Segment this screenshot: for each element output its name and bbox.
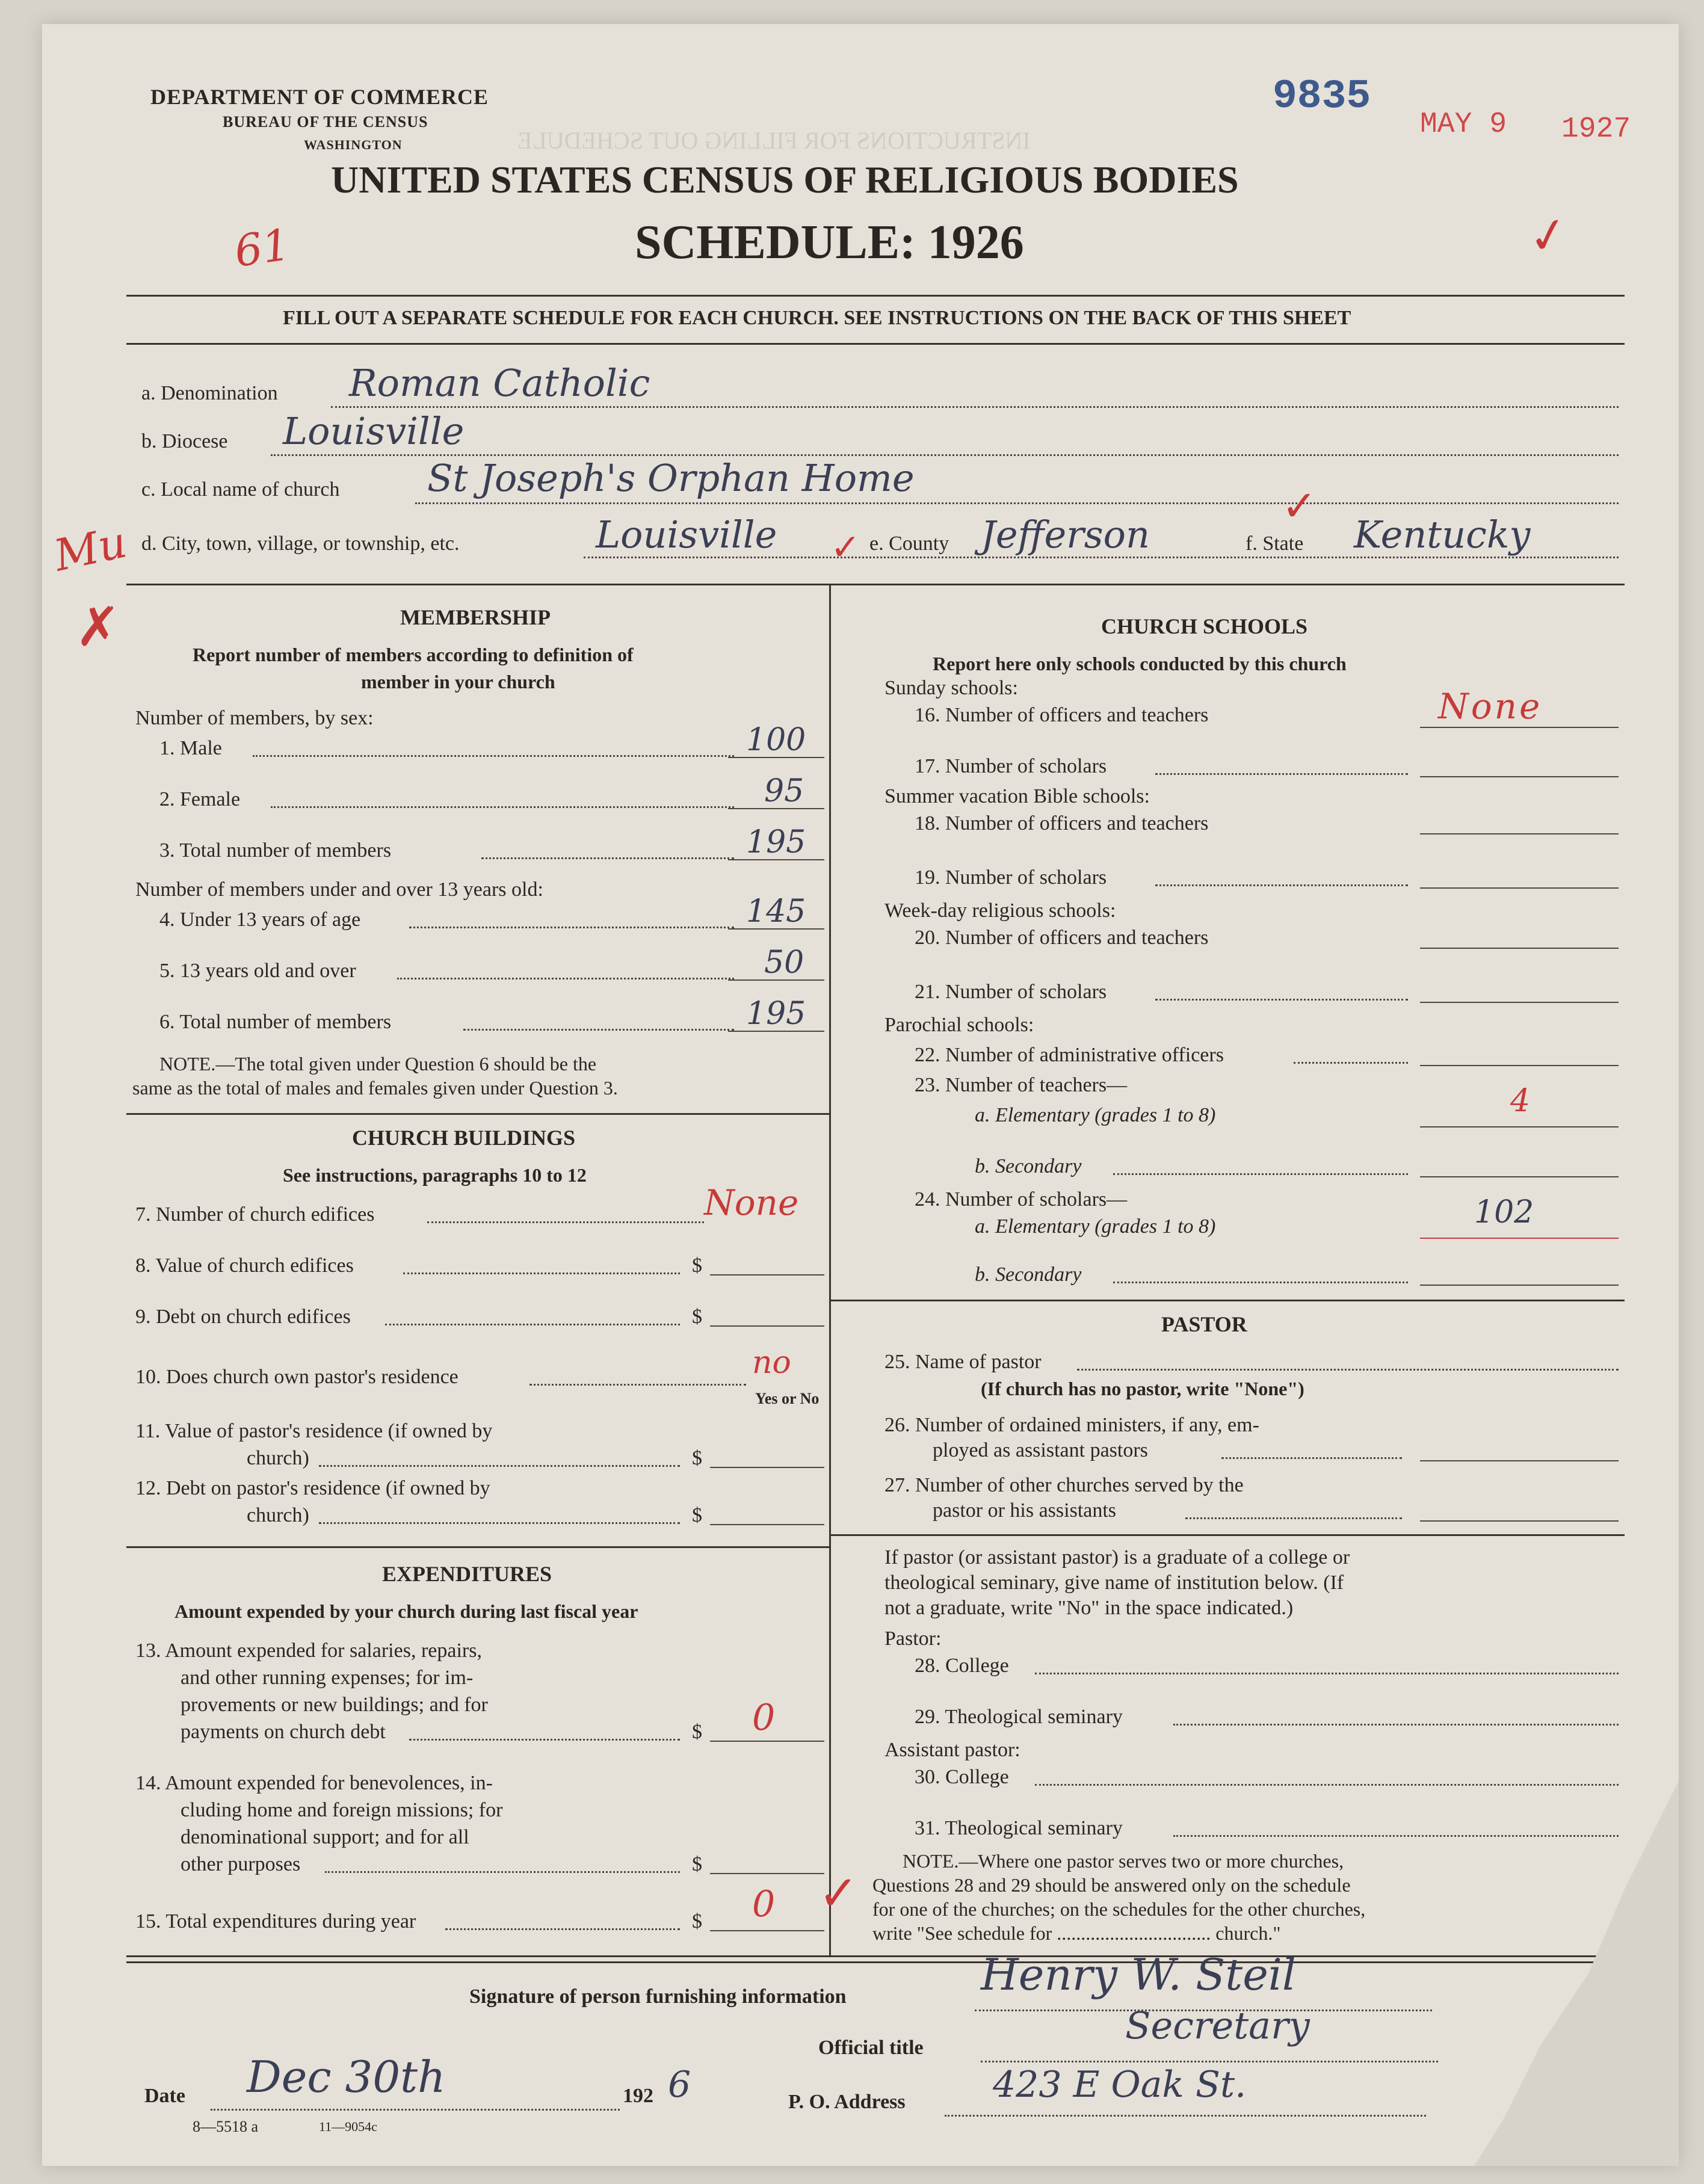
form-number: 8—5518 a [193, 2118, 259, 2135]
check-mark-icon: ✓ [830, 526, 861, 569]
margin-note: 61 [231, 219, 294, 277]
check-mark-icon: ✓ [1523, 204, 1573, 267]
q5-label: 5. 13 years old and over [159, 960, 356, 982]
q26-label: 26. Number of ordained ministers, if any, em- [884, 1414, 1259, 1436]
q8-dollar: $ [692, 1254, 702, 1277]
membership-heading: MEMBERSHIP [400, 605, 551, 629]
serial-number-stamp: 9835 [1273, 73, 1371, 120]
q24b-label: b. Secondary [975, 1263, 1082, 1286]
q23a-label: a. Elementary (grades 1 to 8) [975, 1104, 1216, 1126]
q23-label: 23. Number of teachers— [915, 1074, 1128, 1096]
q20-label: 20. Number of officers and teachers [915, 927, 1209, 949]
instructions-banner: FILL OUT A SEPARATE SCHEDULE FOR EACH CHURCH. SEE INSTRUCTIONS ON THE BACK OF THIS SHEET [283, 307, 1351, 329]
asst-pastor-sublabel: Assistant pastor: [884, 1739, 1020, 1761]
q26-field[interactable] [1420, 1430, 1619, 1457]
official-title-label: Official title [818, 2037, 924, 2059]
q13-label-4: payments on church debt [181, 1721, 386, 1743]
q25-label: 25. Name of pastor [884, 1351, 1042, 1373]
q23b-field[interactable] [1420, 1146, 1619, 1173]
membership-intro-2: member in your church [361, 671, 555, 693]
q14-label-2: cluding home and foreign missions; for [181, 1799, 503, 1821]
q19-label: 19. Number of scholars [915, 866, 1107, 889]
denomination-field[interactable]: Roman Catholic [349, 361, 650, 405]
pastor-heading: PASTOR [1161, 1312, 1247, 1336]
weekday-heading: Week-day religious schools: [884, 899, 1116, 922]
po-address-field[interactable]: 423 E Oak St. [993, 2064, 1247, 2106]
schools-heading: CHURCH SCHOOLS [1101, 614, 1308, 638]
q15-dollar: $ [692, 1910, 702, 1933]
q10-hint: Yes or No [755, 1390, 820, 1407]
q12-dollar: $ [692, 1504, 702, 1526]
q29-field[interactable] [1179, 1697, 1619, 1724]
q22-field[interactable] [1420, 1035, 1619, 1062]
q27-field[interactable] [1420, 1490, 1619, 1517]
q4-label: 4. Under 13 years of age [159, 908, 361, 931]
form-title: UNITED STATES CENSUS OF RELIGIOUS BODIES [331, 158, 1239, 201]
q10-label: 10. Does church own pastor's residence [135, 1366, 458, 1388]
q6-field[interactable]: 195 [746, 996, 806, 1032]
state-label: f. State [1246, 532, 1304, 555]
q16-field[interactable]: None [1438, 686, 1543, 727]
q14-label-3: denominational support; and for all [181, 1826, 469, 1848]
q27-label: 27. Number of other churches served by the [884, 1474, 1244, 1496]
q31-label: 31. Theological seminary [915, 1817, 1123, 1839]
summer-heading: Summer vacation Bible schools: [884, 785, 1150, 807]
q30-field[interactable] [1041, 1757, 1619, 1784]
q30-label: 30. College [915, 1766, 1009, 1788]
check-mark-icon: ✓ [818, 1865, 859, 1921]
diocese-label: b. Diocese [141, 430, 228, 452]
church-name-field[interactable]: St Joseph's Orphan Home [427, 456, 915, 500]
pastor-note-3: for one of the churches; on the schedules for the other churches, [872, 1898, 1366, 1920]
official-title-field[interactable]: Secretary [1125, 2004, 1310, 2047]
city-field[interactable]: Louisville [596, 513, 777, 557]
q11-dollar: $ [692, 1447, 702, 1469]
q9-label: 9. Debt on church edifices [135, 1306, 351, 1328]
q27-label-2: pastor or his assistants [933, 1499, 1117, 1522]
bureau-city: WASHINGTON [304, 137, 403, 152]
q15-label: 15. Total expenditures during year [135, 1910, 416, 1933]
pastor-note-4: write "See schedule for ................................ church." [872, 1922, 1281, 1944]
q17-label: 17. Number of scholars [915, 755, 1107, 777]
q26-label-2: ployed as assistant pastors [933, 1439, 1148, 1461]
q15-field[interactable]: 0 [752, 1883, 776, 1925]
q11-label: 11. Value of pastor's residence (if owned by [135, 1420, 493, 1442]
county-field[interactable]: Jefferson [981, 513, 1150, 557]
q20-field[interactable] [1420, 918, 1619, 945]
q24a-label: a. Elementary (grades 1 to 8) [975, 1215, 1216, 1238]
q28-field[interactable] [1041, 1646, 1619, 1673]
q29-label: 29. Theological seminary [915, 1706, 1123, 1728]
q16-label: 16. Number of officers and teachers [915, 704, 1209, 726]
age-heading: Number of members under and over 13 years old: [135, 878, 543, 901]
expenditures-sub: Amount expended by your church during last fiscal year [174, 1600, 638, 1622]
expenditures-heading: EXPENDITURES [382, 1562, 552, 1586]
q8-field[interactable] [716, 1245, 821, 1272]
signature-label: Signature of person furnishing information [469, 1985, 847, 2008]
q9-field[interactable] [716, 1297, 821, 1324]
church-name-label: c. Local name of church [141, 478, 340, 501]
q19-field[interactable] [1420, 857, 1619, 884]
membership-note-2: same as the total of males and females given under Question 3. [132, 1077, 618, 1099]
q21-label: 21. Number of scholars [915, 981, 1107, 1003]
q14-dollar: $ [692, 1853, 702, 1875]
q10-field[interactable]: no [752, 1345, 791, 1381]
buildings-heading: CHURCH BUILDINGS [352, 1126, 576, 1150]
q24b-field[interactable] [1420, 1254, 1619, 1282]
q31-field[interactable] [1179, 1808, 1619, 1835]
q24a-field[interactable]: 102 [1474, 1194, 1534, 1230]
q17-field[interactable] [1420, 746, 1619, 773]
schools-sub: Report here only schools conducted by this church [933, 653, 1347, 674]
date-field[interactable]: Dec 30th [247, 2052, 446, 2102]
q4-field[interactable]: 145 [746, 893, 806, 930]
q13-label-3: provements or new buildings; and for [181, 1694, 488, 1716]
city-label: d. City, town, village, or township, etc. [141, 532, 460, 555]
q12-label-2: church) [247, 1504, 309, 1526]
q23b-label: b. Secondary [975, 1155, 1082, 1177]
q2-field[interactable]: 95 [764, 773, 804, 809]
print-number: 11—9054c [319, 2119, 377, 2134]
state-field[interactable]: Kentucky [1354, 513, 1531, 557]
signature-field[interactable]: Henry W. Steil [981, 1949, 1296, 2000]
q7-field[interactable]: None [704, 1182, 799, 1223]
pastor-sublabel: Pastor: [884, 1627, 942, 1650]
parochial-heading: Parochial schools: [884, 1014, 1034, 1036]
dept-name: DEPARTMENT OF COMMERCE [150, 85, 489, 109]
q28-label: 28. College [915, 1655, 1009, 1677]
q23a-field[interactable]: 4 [1510, 1083, 1531, 1119]
q24-label: 24. Number of scholars— [915, 1188, 1128, 1211]
graduate-instructions: If pastor (or assistant pastor) is a graduate of a college or [884, 1546, 1350, 1569]
pastor-note-2: Questions 28 and 29 should be answered only on the schedule [872, 1874, 1351, 1896]
q13-field[interactable]: 0 [752, 1697, 776, 1739]
census-form-sheet [42, 24, 1679, 2166]
q25-field[interactable] [1083, 1342, 1619, 1369]
q25-hint: (If church has no pastor, write "None") [981, 1378, 1304, 1399]
q11-label-2: church) [247, 1447, 309, 1469]
q6-label: 6. Total number of members [159, 1011, 392, 1033]
q12-field[interactable] [716, 1495, 821, 1522]
q3-label: 3. Total number of members [159, 839, 392, 862]
bleed-through-heading: INSTRUCTIONS FOR FILLING OUT SCHEDULE [517, 127, 1031, 154]
sunday-heading: Sunday schools: [884, 677, 1018, 699]
q8-label: 8. Value of church edifices [135, 1254, 354, 1277]
graduate-instructions-3: not a graduate, write "No" in the space indicated.) [884, 1597, 1294, 1619]
q11-field[interactable] [716, 1438, 821, 1465]
denomination-label: a. Denomination [141, 382, 278, 404]
q1-label: 1. Male [159, 737, 222, 759]
q9-dollar: $ [692, 1306, 702, 1328]
q12-label: 12. Debt on pastor's residence (if owned by [135, 1477, 490, 1499]
schedule-title: SCHEDULE: 1926 [635, 216, 1024, 269]
membership-intro: Report number of members according to definition of [193, 644, 634, 665]
by-sex-heading: Number of members, by sex: [135, 707, 374, 729]
q14-label-4: other purposes [181, 1853, 301, 1875]
cross-mark-icon: ✗ [75, 596, 121, 659]
received-date-stamp-month: MAY 9 [1420, 108, 1507, 141]
q2-label: 2. Female [159, 788, 241, 810]
q13-label-2: and other running expenses; for im- [181, 1667, 474, 1689]
buildings-sub: See instructions, paragraphs 10 to 12 [283, 1164, 587, 1186]
year-field[interactable]: 6 [668, 2064, 691, 2106]
pastor-note: NOTE.—Where one pastor serves two or more churches, [903, 1850, 1344, 1872]
q14-field[interactable] [716, 1844, 821, 1871]
q5-field[interactable]: 50 [764, 945, 804, 981]
q7-label: 7. Number of church edifices [135, 1203, 375, 1226]
membership-note: NOTE.—The total given under Question 6 should be the [159, 1053, 597, 1075]
q13-label: 13. Amount expended for salaries, repairs, [135, 1640, 482, 1662]
check-mark-icon: ✓ [1282, 481, 1317, 531]
graduate-instructions-2: theological seminary, give name of institution below. (If [884, 1572, 1344, 1594]
q1-field[interactable]: 100 [746, 722, 806, 758]
q22-label: 22. Number of administrative officers [915, 1044, 1224, 1066]
q18-label: 18. Number of officers and teachers [915, 812, 1209, 834]
year-label: 192 [623, 2085, 653, 2107]
q3-field[interactable]: 195 [746, 824, 806, 860]
county-label: e. County [869, 532, 949, 555]
bureau-name: BUREAU OF THE CENSUS [223, 113, 428, 131]
q13-dollar: $ [692, 1721, 702, 1743]
po-address-label: P. O. Address [788, 2091, 906, 2113]
diocese-field[interactable]: Louisville [283, 409, 465, 453]
q21-field[interactable] [1420, 972, 1619, 999]
margin-mark: Mu [49, 516, 131, 581]
date-label: Date [144, 2085, 185, 2107]
q18-field[interactable] [1420, 803, 1619, 830]
q14-label: 14. Amount expended for benevolences, in- [135, 1772, 493, 1794]
received-date-stamp-year: 1927 [1561, 113, 1631, 146]
